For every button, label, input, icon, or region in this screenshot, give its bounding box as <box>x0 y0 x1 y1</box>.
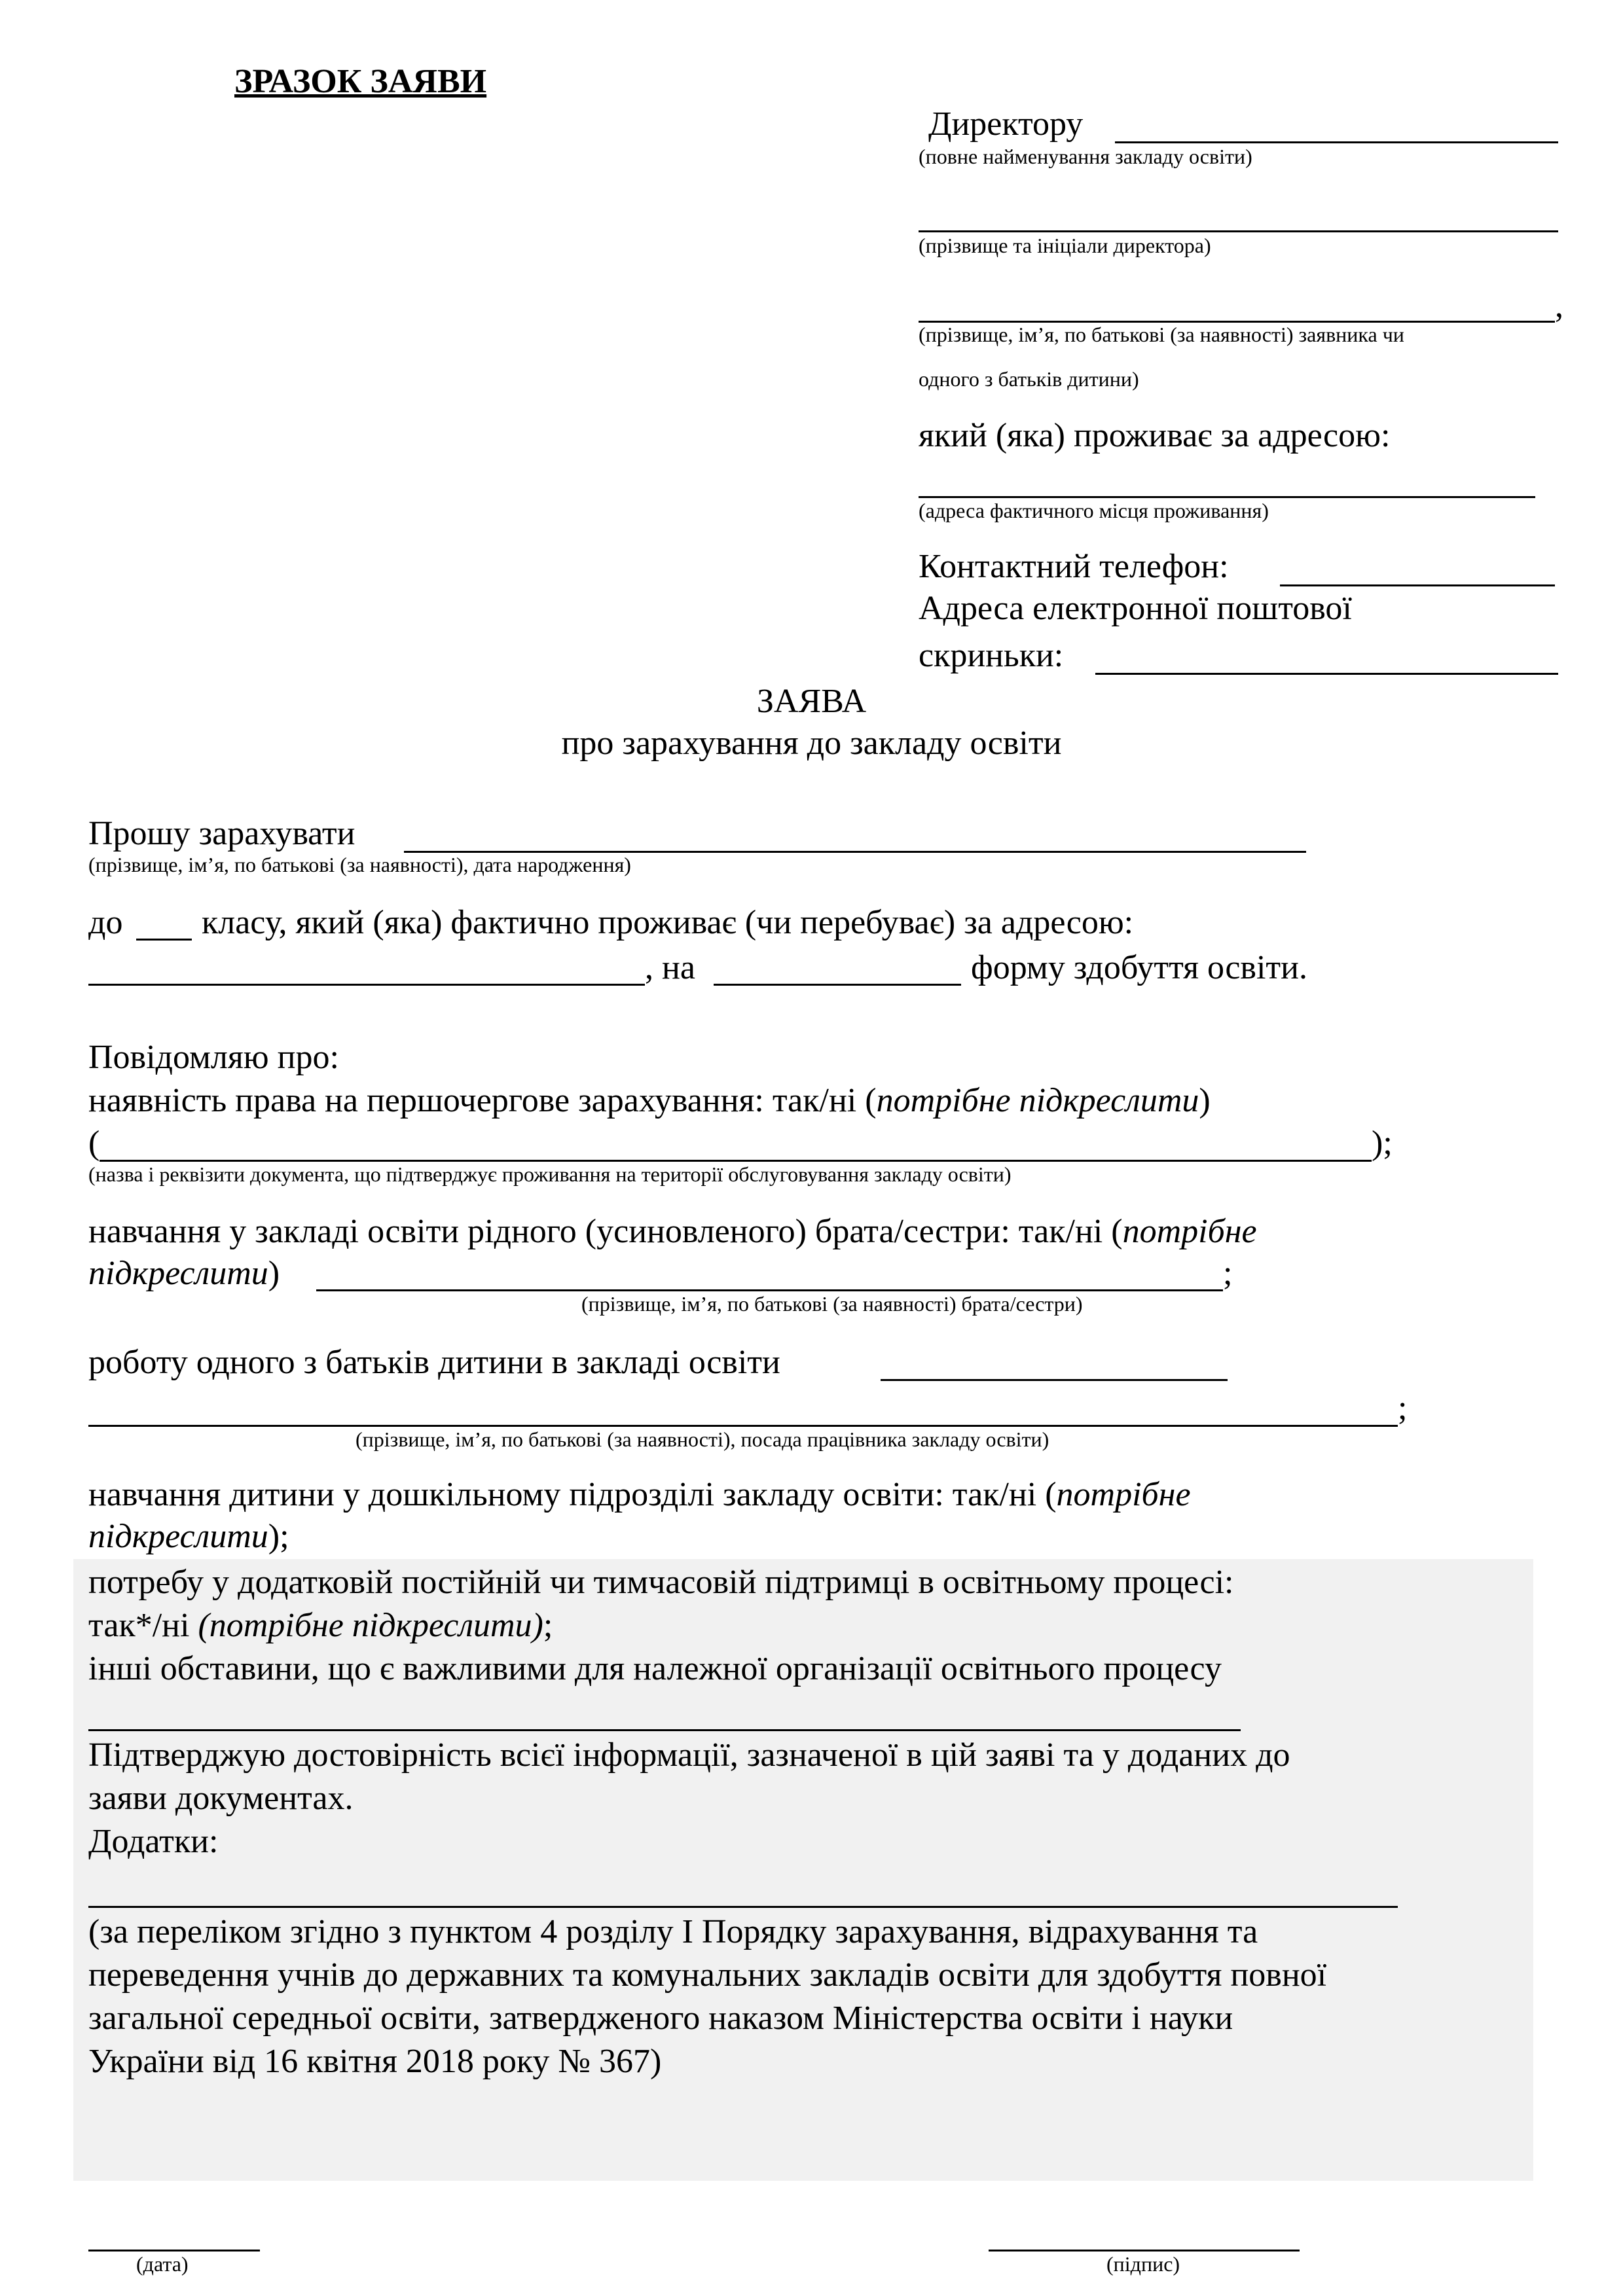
applicant-note-1: (прізвище, ім’я, по батькові (за наявності) заявника чи <box>919 323 1404 346</box>
child-name-note: (прізвище, ім’я, по батькові (за наявності), дата народження) <box>88 853 631 876</box>
sample-title: ЗРАЗОК ЗАЯВИ <box>234 63 487 100</box>
sibling-semicolon: ; <box>1223 1255 1233 1292</box>
sibling-line-1 <box>88 1211 1257 1253</box>
director-institution-line[interactable] <box>1115 141 1558 143</box>
attachments-list-3: загальної середньої освіти, затвердженого наказом Міністерства освіти і науки <box>88 2000 1233 2037</box>
attachments-list-4: України від 16 квітня 2018 року № 367) <box>88 2043 662 2080</box>
confirm-1: Підтверджую достовірність всієї інформації, зазначеної в цій заяві та у доданих до <box>88 1736 1290 1774</box>
preschool-line-1 <box>88 1474 1191 1516</box>
class-text: класу, який (яка) фактично проживає (чи перебуває) за адресою: <box>202 904 1134 941</box>
sibling-close: ) <box>268 1255 280 1292</box>
preschool-italic-2: підкреслити <box>88 1518 268 1555</box>
request-label: Прошу зарахувати <box>88 815 356 852</box>
child-address-line[interactable] <box>88 984 645 986</box>
director-institution-note: (повне найменування закладу освіти) <box>919 145 1252 168</box>
email-line[interactable] <box>1095 673 1558 675</box>
signature-note: (підпис) <box>1106 2252 1180 2276</box>
applicant-comma: , <box>1555 287 1563 325</box>
phone-line[interactable] <box>1280 584 1555 586</box>
email-label-1: Адреса електронної поштової <box>919 590 1352 627</box>
priority-text: наявність права на першочергове зарахування: так/ні ( <box>88 1082 877 1119</box>
sibling-note: (прізвище, ім’я, по батькові (за наявності) брата/сестри) <box>581 1292 1083 1316</box>
support-text-1: потребу у додатковій постійній чи тимчасовій підтримці в освітньому процесі: <box>88 1564 1234 1601</box>
parent-work-text: роботу одного з батьків дитини в закладі освіти <box>88 1344 780 1381</box>
preschool-italic-1: потрібне <box>1056 1476 1191 1513</box>
priority-paren-open: ( <box>88 1124 100 1162</box>
date-note: (дата) <box>136 2252 189 2276</box>
email-label-2: скриньки: <box>919 637 1064 674</box>
priority-note: (назва і реквізити документа, що підтверджує проживання на території обслуговування закладу освіти) <box>88 1162 1012 1186</box>
parent-note: (прізвище, ім’я, по батькові (за наявності), посада працівника закладу освіти) <box>356 1427 1049 1451</box>
class-prefix: до <box>88 904 123 941</box>
parent-semicolon: ; <box>1398 1390 1408 1427</box>
director-name-line[interactable] <box>919 230 1558 232</box>
class-number-line[interactable] <box>136 939 192 941</box>
education-form-line[interactable] <box>714 984 961 986</box>
support-italic: (потрібне підкреслити) <box>198 1607 543 1644</box>
confirm-2: заяви документах. <box>88 1780 354 1817</box>
priority-line <box>88 1080 1211 1122</box>
attachments-line[interactable] <box>88 1906 1398 1908</box>
priority-close: ) <box>1199 1082 1211 1119</box>
attachments-list-1: (за переліком згідно з пунктом 4 розділу І Порядку зарахування, відрахування та <box>88 1913 1258 1950</box>
parent-work-line-1[interactable] <box>881 1379 1228 1381</box>
address-label: який (яка) проживає за адресою: <box>919 417 1391 454</box>
sibling-line-2 <box>88 1253 280 1295</box>
phone-label: Контактний телефон: <box>919 548 1229 585</box>
document-title: ЗАЯВА <box>756 683 867 720</box>
address-note: (адреса фактичного місця проживання) <box>919 499 1269 522</box>
preschool-line-2 <box>88 1516 289 1558</box>
support-text-2a: так*/ні <box>88 1607 198 1644</box>
form-text: форму здобуття освіти. <box>971 949 1307 986</box>
form-comma-na: , на <box>645 949 695 986</box>
document-subtitle: про зарахування до закладу освіти <box>561 725 1062 762</box>
support-line-2 <box>88 1605 553 1647</box>
attachments-label: Додатки: <box>88 1823 219 1860</box>
applicant-note-2: одного з батьків дитини) <box>919 367 1139 391</box>
attachments-list-2: переведення учнів до державних та комунальних закладів освіти для здобуття повної <box>88 1956 1327 1994</box>
priority-italic: потрібне підкреслити <box>876 1082 1199 1119</box>
preschool-text: навчання дитини у дошкільному підрозділі закладу освіти: так/ні ( <box>88 1476 1057 1513</box>
sibling-italic-1: потрібне <box>1122 1213 1257 1250</box>
director-name-note: (прізвище та ініціали директора) <box>919 234 1211 257</box>
sibling-italic-2: підкреслити <box>88 1255 268 1292</box>
director-label: Директору <box>928 105 1084 143</box>
other-circumstances-line[interactable] <box>88 1729 1241 1731</box>
priority-paren-close: ); <box>1372 1124 1393 1162</box>
sibling-text: навчання у закладі освіти рідного (усиновленого) брата/сестри: так/ні ( <box>88 1213 1123 1250</box>
preschool-close: ); <box>268 1518 289 1555</box>
support-text-2b: ; <box>543 1607 553 1644</box>
notify-label: Повідомляю про: <box>88 1039 339 1076</box>
other-text: інші обставини, що є важливими для належної організації освітнього процесу <box>88 1650 1222 1687</box>
